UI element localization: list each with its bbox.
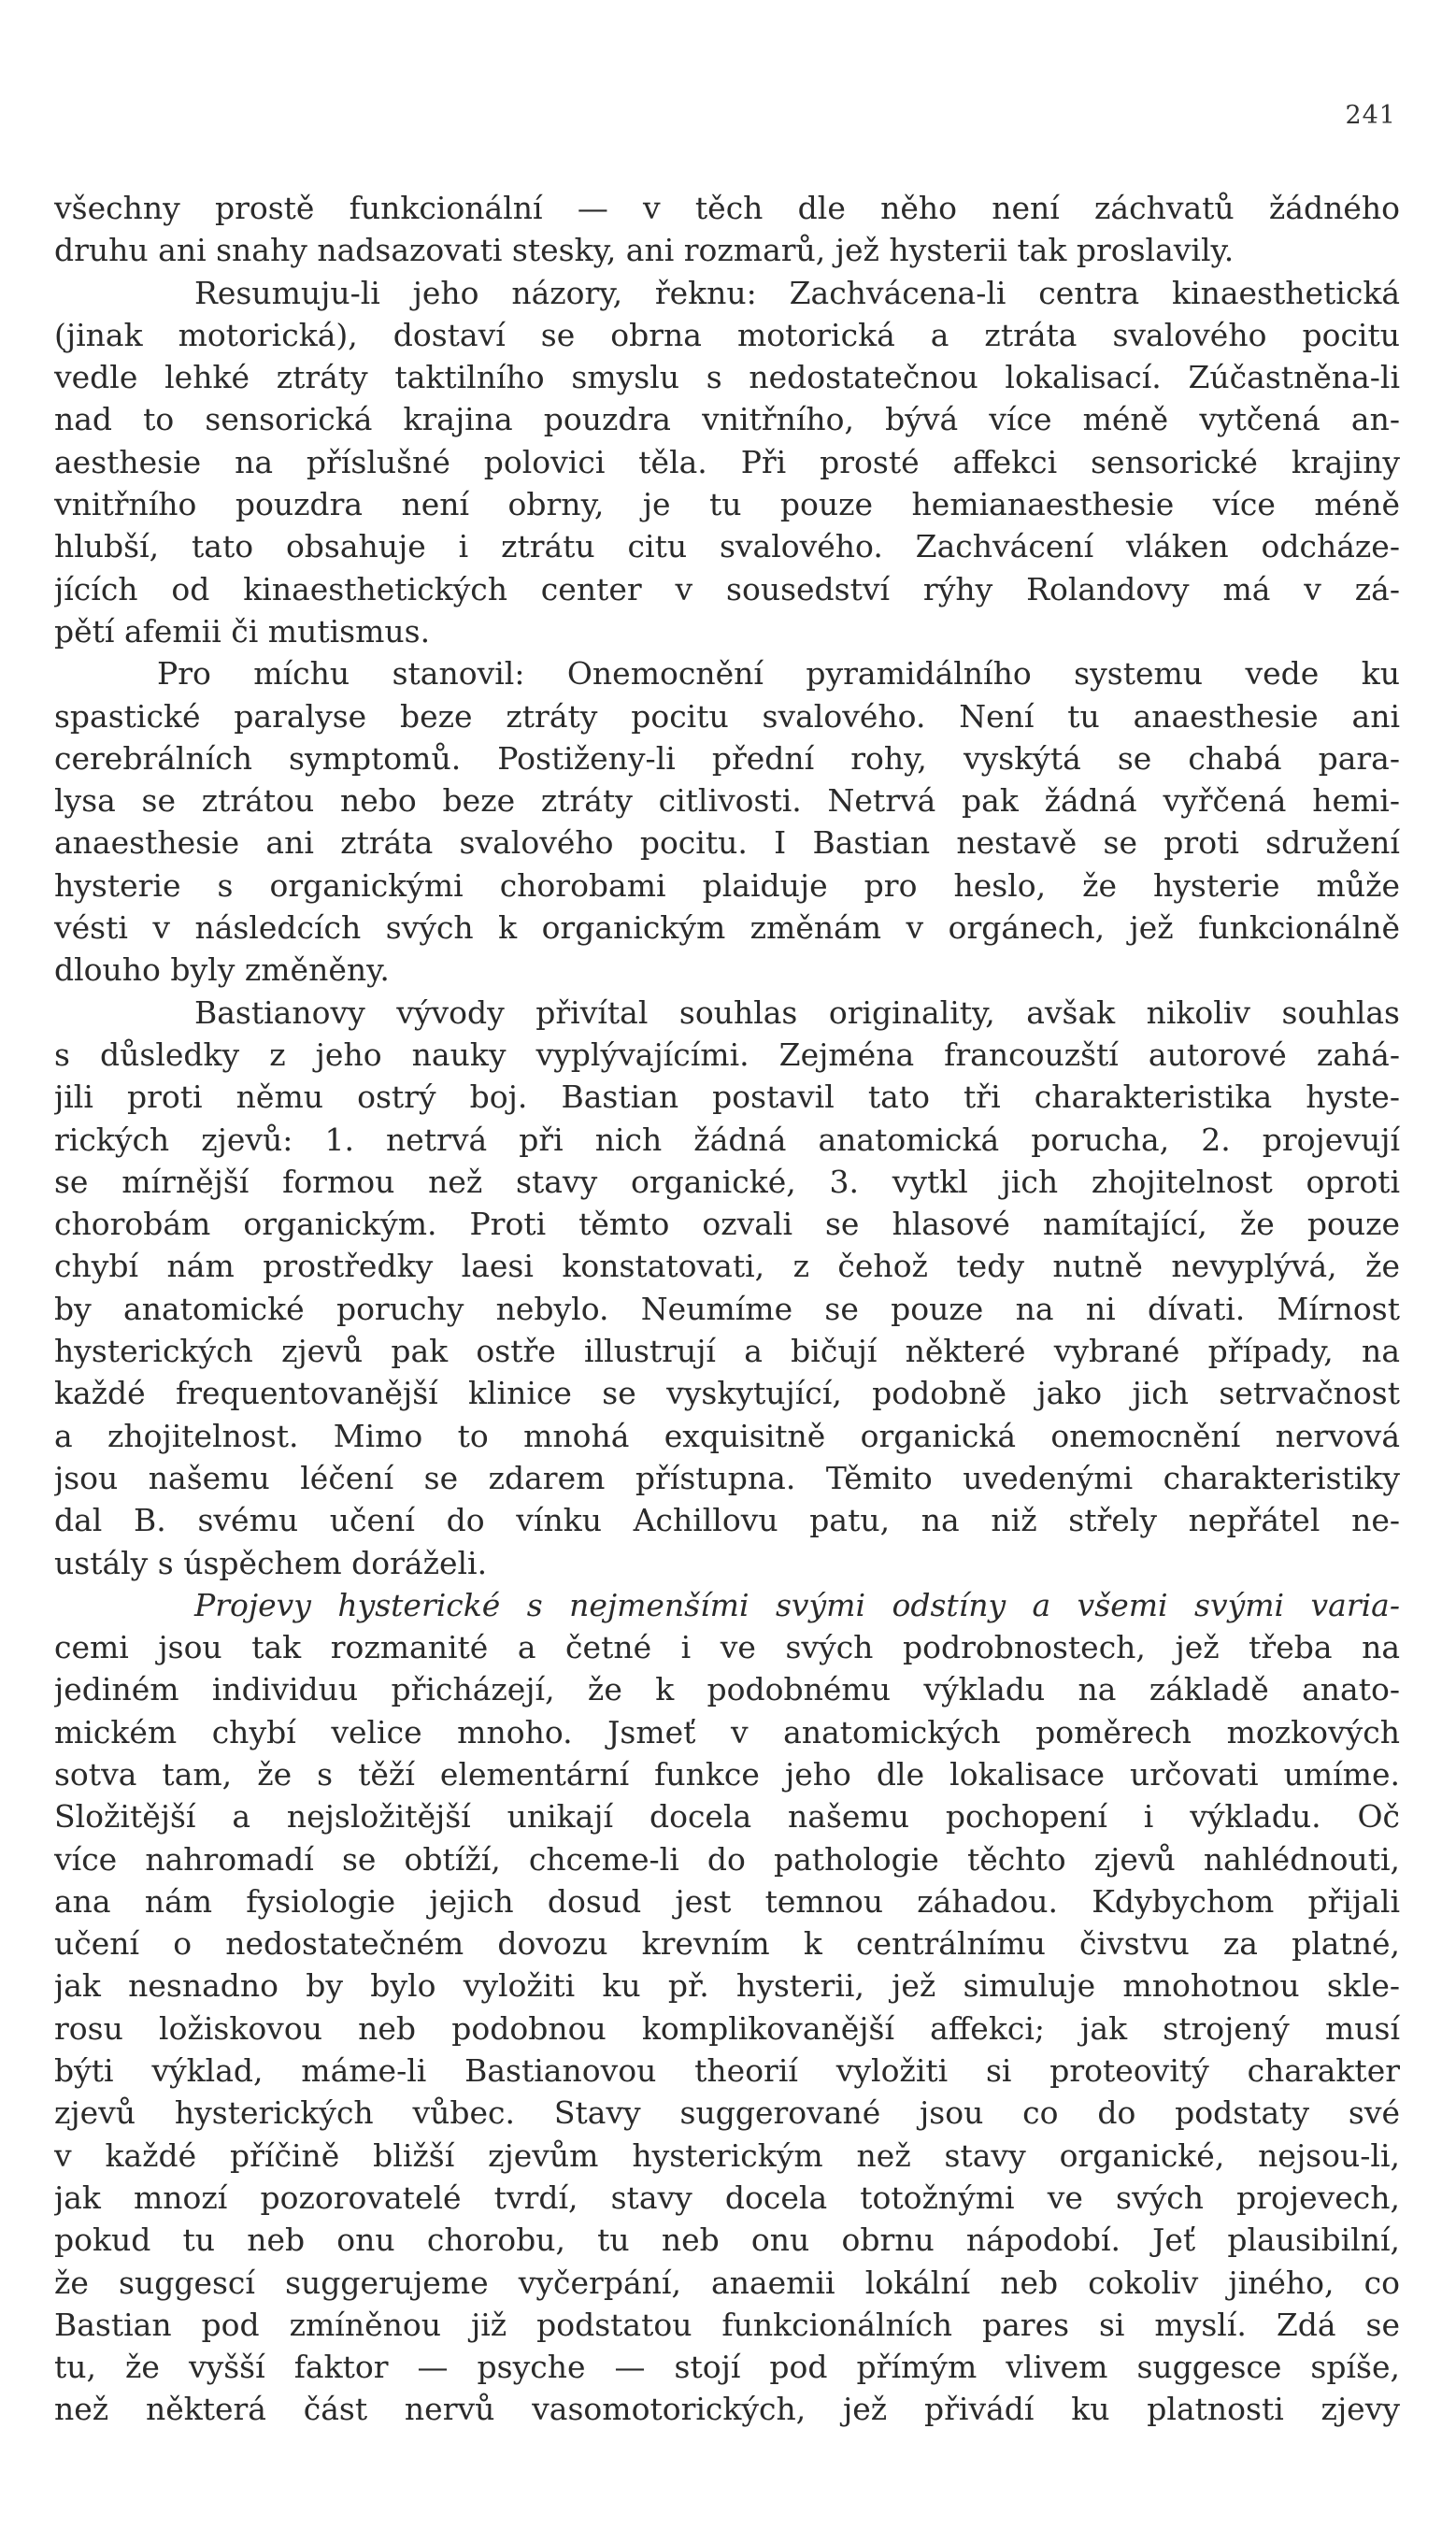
text-line: spastické paralyse beze ztráty pocitu svalového. Není tu anaesthesie ani — [54, 697, 1400, 735]
text-line: jak nesnadno by bylo vyložiti ku př. hysterii, jež simuluje mnohotnou skle- — [54, 1967, 1400, 2005]
text-line: hlubší, tato obsahuje i ztrátu citu svalového. Zachvácení vláken odcháze- — [54, 528, 1400, 565]
text-line: ustály s úspěchem doráželi. — [54, 1544, 488, 1581]
text-line: jak mnozí pozorovatelé tvrdí, stavy docela totožnými ve svých projevech, — [54, 2179, 1400, 2216]
text-line: dal B. svému učení do vínku Achillovu patu, na niž střely nepřátel ne- — [54, 1502, 1400, 1539]
text-line: lysa se ztrátou nebo beze ztráty citlivosti. Netrvá pak žádná vyřčená hemi- — [54, 782, 1400, 820]
text-line: druhu ani snahy nadsazovati stesky, ani rozmarů, jež hysterii tak proslavily. — [54, 232, 1235, 269]
text-line: cemi jsou tak rozmanité a četné i ve svých podrobnostech, jež třeba na — [54, 1629, 1400, 1666]
text-line: Bastianovy vývody přivítal souhlas originality, avšak nikoliv souhlas — [194, 993, 1400, 1031]
text-line: mickém chybí velice mnoho. Jsmeť v anatomických poměrech mozkových — [54, 1713, 1400, 1750]
text-line: více nahromadí se obtíží, chceme-li do pathologie těchto zjevů nahlédnouti, — [54, 1840, 1400, 1878]
text-line: tu, že vyšší faktor — psyche — stojí pod přímým vlivem suggesce spíše, — [54, 2349, 1400, 2386]
text-body — [54, 187, 1400, 2431]
text-line: zjevů hysterických vůbec. Stavy suggerované jsou co do podstaty své — [54, 2094, 1400, 2132]
text-line: rických zjevů: 1. netrvá při nich žádná anatomická porucha, 2. projevují — [54, 1121, 1400, 1158]
text-line: aesthesie na příslušné polovici těla. Při prosté affekci sensorické krajiny — [54, 443, 1400, 480]
text-line: se mírnější formou než stavy organické, 3. vytkl jich zhojitelnost oproti — [54, 1163, 1400, 1200]
text-line: Složitější a nejsložitější unikají docela našemu pochopení i výkladu. Oč — [54, 1798, 1400, 1836]
text-line: anaesthesie ani ztráta svalového pocitu. I Bastian nestavě se proti sdružení — [54, 824, 1400, 862]
text-line: hysterie s organickými chorobami plaiduje pro heslo, že hysterie může — [54, 866, 1400, 904]
text-line: (jinak motorická), dostaví se obrna motorická a ztráta svalového pocitu — [54, 316, 1400, 353]
text-line: rosu ložiskovou neb podobnou komplikovanější affekci; jak strojený musí — [54, 2009, 1400, 2047]
text-line: vnitřního pouzdra není obrny, je tu pouze hemianaesthesie více méně — [54, 486, 1400, 523]
text-line: Bastian pod zmíněnou již podstatou funkcionálních pares si myslí. Zdá se — [54, 2306, 1400, 2343]
text-line: chybí nám prostředky laesi konstatovati, z čehož tedy nutně nevyplývá, že — [54, 1248, 1400, 1285]
text-line: vésti v následcích svých k organickým změnám v orgánech, jež funkcionálně — [54, 909, 1400, 947]
text-line: sotva tam, že s těží elementární funkce jeho dle lokalisace určovati umíme. — [54, 1755, 1400, 1793]
text-line: vedle lehké ztráty taktilního smyslu s nedostatečnou lokalisací. Zúčastněna-li — [54, 359, 1400, 396]
text-line: by anatomické poruchy nebylo. Neumíme se pouze na ni dívati. Mírnost — [54, 1290, 1400, 1327]
text-line: než některá část nervů vasomotorických, jež přivádí ku platnosti zjevy — [54, 2391, 1400, 2428]
text-line: jících od kinaesthetických center v sousedství rýhy Rolandovy má v zá- — [54, 570, 1400, 607]
text-line: býti výklad, máme-li Bastianovou theorií vyložiti si proteovitý charakter — [54, 2052, 1400, 2090]
text-line: v každé příčině bližší zjevům hysterickým než stavy organické, nejsou-li, — [54, 2136, 1400, 2174]
text-line: Resumuju-li jeho názory, řeknu: Zachvácena-li centra kinaesthetická — [194, 274, 1400, 311]
text-line: jsou našemu léčení se zdarem přístupna. Těmito uvedenými charakteristiky — [54, 1459, 1400, 1496]
text-line: nad to sensorická krajina pouzdra vnitřního, bývá více méně vytčená an- — [54, 401, 1400, 438]
text-line: chorobám organickým. Proti těmto ozvali se hlasové namítající, že pouze — [54, 1206, 1400, 1243]
text-line: všechny prostě funkcionální — v těch dle něho není záchvatů žádného — [54, 190, 1400, 226]
text-line: jediném individuu přicházejí, že k podobnému výkladu na základě anato- — [54, 1671, 1400, 1708]
text-line: cerebrálních symptomů. Postiženy-li přední rohy, vyskýtá se chabá para- — [54, 739, 1400, 777]
text-line: hysterických zjevů pak ostře illustrují a bičují některé vybrané případy, na — [54, 1333, 1400, 1370]
text-line: Pro míchu stanovil: Onemocnění pyramidálního systemu vede ku — [157, 655, 1400, 693]
text-line: dlouho byly změněny. — [54, 951, 390, 989]
text-line: že suggescí suggerujeme vyčerpání, anaemii lokální neb cokoliv jiného, co — [54, 2264, 1400, 2301]
text-line: pokud tu neb onu chorobu, tu neb onu obrnu nápodobí. Jeť plausibilní, — [54, 2222, 1400, 2259]
text-line: jili proti němu ostrý boj. Bastian postavil tato tři charakteristika hyste- — [54, 1079, 1400, 1116]
text-line: s důsledky z jeho nauky vyplývajícími. Zejména francouzští autorové zahá- — [54, 1036, 1400, 1073]
text-line: ana nám fysiologie jejich dosud jest temnou záhadou. Kdybychom přijali — [54, 1882, 1400, 1920]
text-line: pětí afemii či mutismus. — [54, 612, 431, 650]
page-number: 241 — [1345, 101, 1396, 130]
text-line: učení o nedostatečném dovozu krevním k centrálnímu čivstvu za platné, — [54, 1925, 1400, 1963]
text-line: každé frequentovanější klinice se vyskytující, podobně jako jich setrvačnost — [54, 1375, 1400, 1412]
text-line: a zhojitelnost. Mimo to mnohá exquisitně organická onemocnění nervová — [54, 1417, 1400, 1454]
text-line: Projevy hysterické s nejmenšími svými odstíny a všemi svými varia- — [194, 1586, 1400, 1623]
